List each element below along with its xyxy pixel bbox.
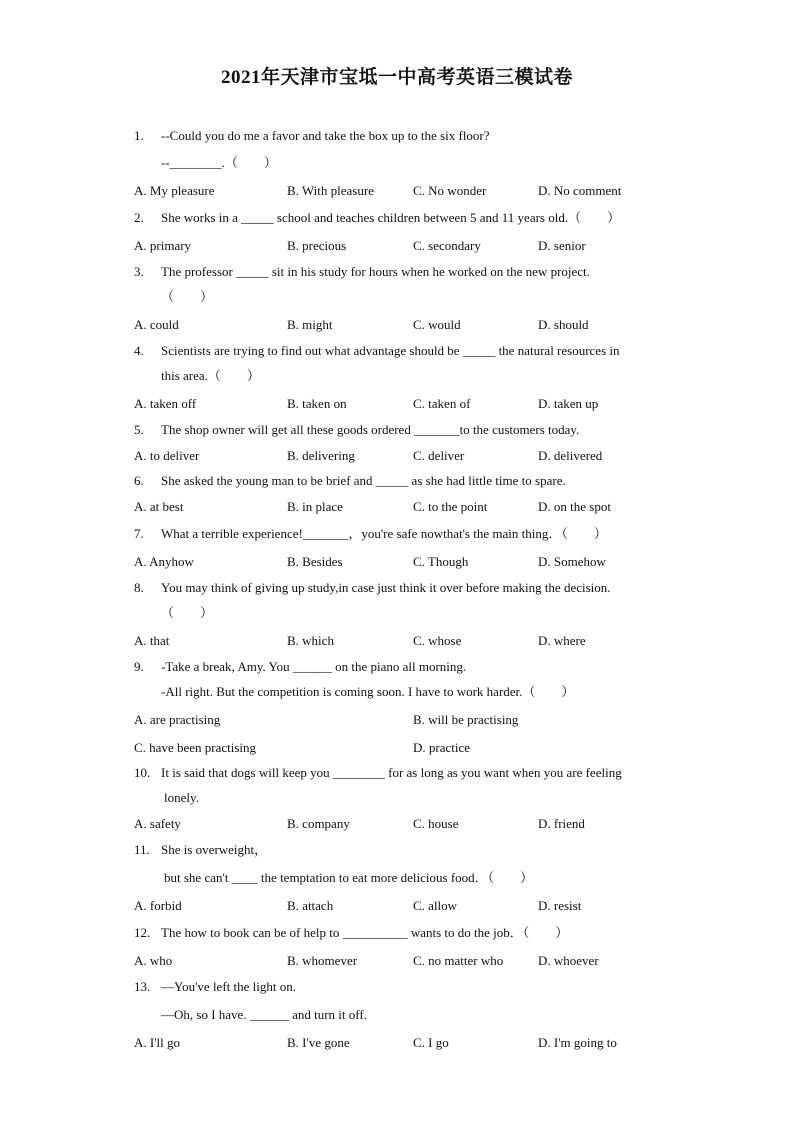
question-number: 12.: [134, 925, 151, 940]
option-a: A. primary: [134, 238, 192, 253]
question-text: （ ）: [161, 605, 214, 620]
option-b: B. attach: [287, 898, 334, 913]
option-b: B. precious: [287, 238, 347, 253]
option-c: C. I go: [413, 1035, 449, 1050]
option-d: D. resist: [538, 898, 582, 913]
option-c: C. would: [413, 317, 461, 332]
option-a: A. taken off: [134, 396, 197, 411]
option-d: D. delivered: [538, 448, 603, 463]
question-number: 11.: [134, 842, 150, 857]
question-text: It is said that dogs will keep you ________ for as long as you want when you are feeling: [161, 765, 622, 780]
question-number: 3.: [134, 264, 144, 279]
option-c: C. No wonder: [413, 183, 487, 198]
option-d: D. whoever: [538, 953, 599, 968]
option-a: A. I'll go: [134, 1035, 181, 1050]
question-text: You may think of giving up study,in case just think it over before making the decision.: [161, 580, 611, 595]
option-d: D. senior: [538, 238, 586, 253]
question-number: 4.: [134, 343, 144, 358]
option-d: D. practice: [413, 740, 471, 755]
option-b: B. might: [287, 317, 333, 332]
question-text: -Take a break, Amy. You ______ on the piano all morning.: [161, 659, 467, 674]
option-d: D. where: [538, 633, 586, 648]
option-c: C. have been practising: [134, 740, 257, 755]
question-text: this area.（ ）: [161, 368, 260, 383]
option-a: A. who: [134, 953, 173, 968]
question-text: —Oh, so I have. ______ and turn it off.: [161, 1007, 367, 1022]
option-b: B. Besides: [287, 554, 343, 569]
question-text: The shop owner will get all these goods ordered _______to the customers today.: [161, 422, 580, 437]
option-d: D. should: [538, 317, 589, 332]
page-title: 2021年天津市宝坻一中高考英语三模试卷: [220, 67, 573, 88]
option-a: A. Anyhow: [134, 554, 194, 569]
option-c: C. Though: [413, 554, 469, 569]
question-text: lonely.: [164, 790, 199, 805]
option-d: D. taken up: [538, 396, 599, 411]
option-c: C. allow: [413, 898, 458, 913]
option-d: D. friend: [538, 816, 585, 831]
option-c: C. taken of: [413, 396, 471, 411]
question-number: 1.: [134, 128, 144, 143]
question-text: Scientists are trying to find out what advantage should be _____ the natural resources in: [161, 343, 620, 358]
question-text: What a terrible experience!_______，you're safe nowthat's the main thing．（ ）: [161, 526, 607, 541]
question-text: --Could you do me a favor and take the box up to the six floor?: [161, 128, 490, 143]
option-b: B. which: [287, 633, 334, 648]
question-number: 2.: [134, 210, 144, 225]
question-number: 7.: [134, 526, 144, 541]
question-text: -All right. But the competition is coming soon. I have to work harder.（ ）: [161, 684, 575, 699]
option-d: D. on the spot: [538, 499, 611, 514]
option-b: B. whomever: [287, 953, 358, 968]
option-d: D. I'm going to: [538, 1035, 617, 1050]
option-b: B. I've gone: [287, 1035, 350, 1050]
option-b: B. taken on: [287, 396, 347, 411]
question-number: 10.: [134, 765, 151, 780]
option-a: A. at best: [134, 499, 184, 514]
question-number: 5.: [134, 422, 144, 437]
option-b: B. With pleasure: [287, 183, 374, 198]
option-c: C. no matter who: [413, 953, 504, 968]
option-c: C. to the point: [413, 499, 488, 514]
option-a: A. that: [134, 633, 170, 648]
question-number: 6.: [134, 473, 144, 488]
question-number: 8.: [134, 580, 144, 595]
option-c: C. deliver: [413, 448, 465, 463]
option-b: B. will be practising: [413, 712, 519, 727]
question-text: She asked the young man to be brief and _____ as she had little time to spare.: [161, 473, 566, 488]
option-b: B. company: [287, 816, 350, 831]
question-number: 9.: [134, 659, 144, 674]
question-text: —You've left the light on.: [161, 979, 296, 994]
question-text: but she can't ____ the temptation to eat more delicious food．（ ）: [164, 870, 534, 885]
option-d: D. Somehow: [538, 554, 606, 569]
option-d: D. No comment: [538, 183, 622, 198]
question-text: The how to book can be of help to __________ wants to do the job．（ ）: [161, 925, 569, 940]
option-a: A. could: [134, 317, 179, 332]
question-text: She works in a _____ school and teaches children between 5 and 11 years old.（ ）: [161, 210, 621, 225]
option-a: A. My pleasure: [134, 183, 215, 198]
question-text: （ ）: [161, 289, 214, 304]
option-a: A. to deliver: [134, 448, 200, 463]
option-a: A. safety: [134, 816, 181, 831]
question-number: 13.: [134, 979, 151, 994]
option-c: C. secondary: [413, 238, 481, 253]
option-b: B. in place: [287, 499, 343, 514]
option-a: A. forbid: [134, 898, 182, 913]
question-text: --________.（ ）: [161, 155, 277, 170]
option-a: A. are practising: [134, 712, 221, 727]
option-c: C. house: [413, 816, 459, 831]
question-text: She is overweight，: [161, 842, 268, 857]
option-c: C. whose: [413, 633, 462, 648]
option-b: B. delivering: [287, 448, 355, 463]
question-text: The professor _____ sit in his study for hours when he worked on the new project.: [161, 264, 590, 279]
